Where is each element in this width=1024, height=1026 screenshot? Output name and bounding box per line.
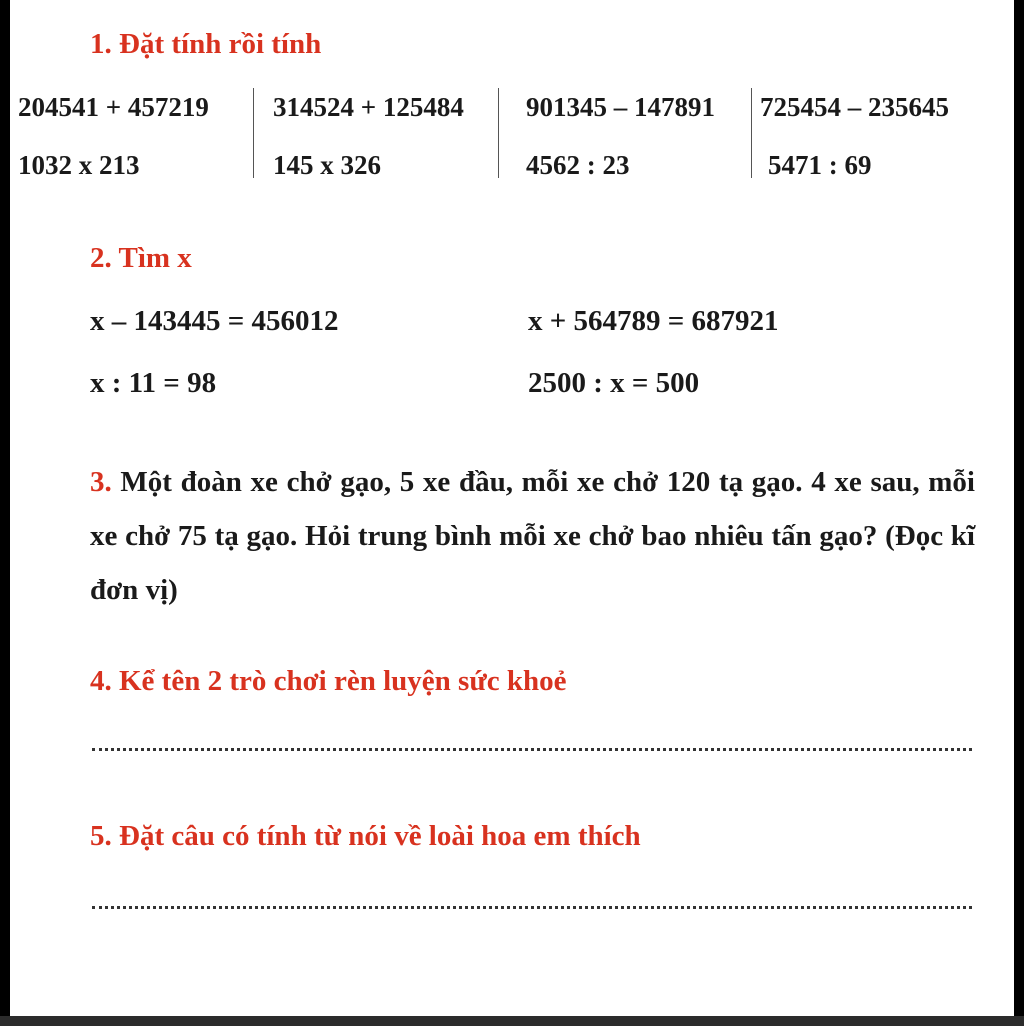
section1-title: 1. Đặt tính rồi tính — [90, 28, 322, 60]
equation-4: 2500 : x = 500 — [528, 367, 700, 399]
calc-4-row2: 5471 : 69 — [768, 150, 872, 180]
equation-1: x – 143445 = 456012 — [90, 305, 339, 337]
section3-text: Một đoàn xe chở gạo, 5 xe đầu, mỗi xe chở 120 tạ gạo. 4 xe sau, mỗi xe chở 75 tạ gạo. Hỏi trung bình mỗi xe chở bao nhiêu tấn gạo? (Đọc kĩ đơn vị) — [90, 466, 975, 606]
answer-line-4[interactable] — [92, 738, 972, 751]
calc-1-row1: 204541 + 457219 — [18, 92, 209, 122]
equation-3: x : 11 = 98 — [90, 367, 217, 399]
section3-problem — [90, 455, 975, 617]
worksheet-page — [10, 0, 1014, 1016]
section4-title: 4. Kể tên 2 trò chơi rèn luyện sức khoẻ — [90, 665, 567, 697]
calc-2-row2: 145 x 326 — [273, 150, 381, 180]
calc-3-row2: 4562 : 23 — [526, 150, 630, 180]
section3-number: 3. — [90, 466, 112, 498]
section2-title: 2. Tìm x — [90, 242, 192, 274]
calc-4-row1: 725454 – 235645 — [760, 92, 949, 122]
calc-3-row1: 901345 – 147891 — [526, 92, 715, 122]
column-divider — [253, 88, 254, 178]
section5-title: 5. Đặt câu có tính từ nói về loài hoa em thích — [90, 820, 641, 852]
calc-2-row1: 314524 + 125484 — [273, 92, 464, 122]
answer-line-5[interactable] — [92, 896, 972, 909]
equation-2: x + 564789 = 687921 — [528, 305, 779, 337]
column-divider — [498, 88, 499, 178]
bottom-bar — [0, 1016, 1024, 1026]
calc-1-row2: 1032 x 213 — [18, 150, 140, 180]
column-divider — [751, 88, 752, 178]
